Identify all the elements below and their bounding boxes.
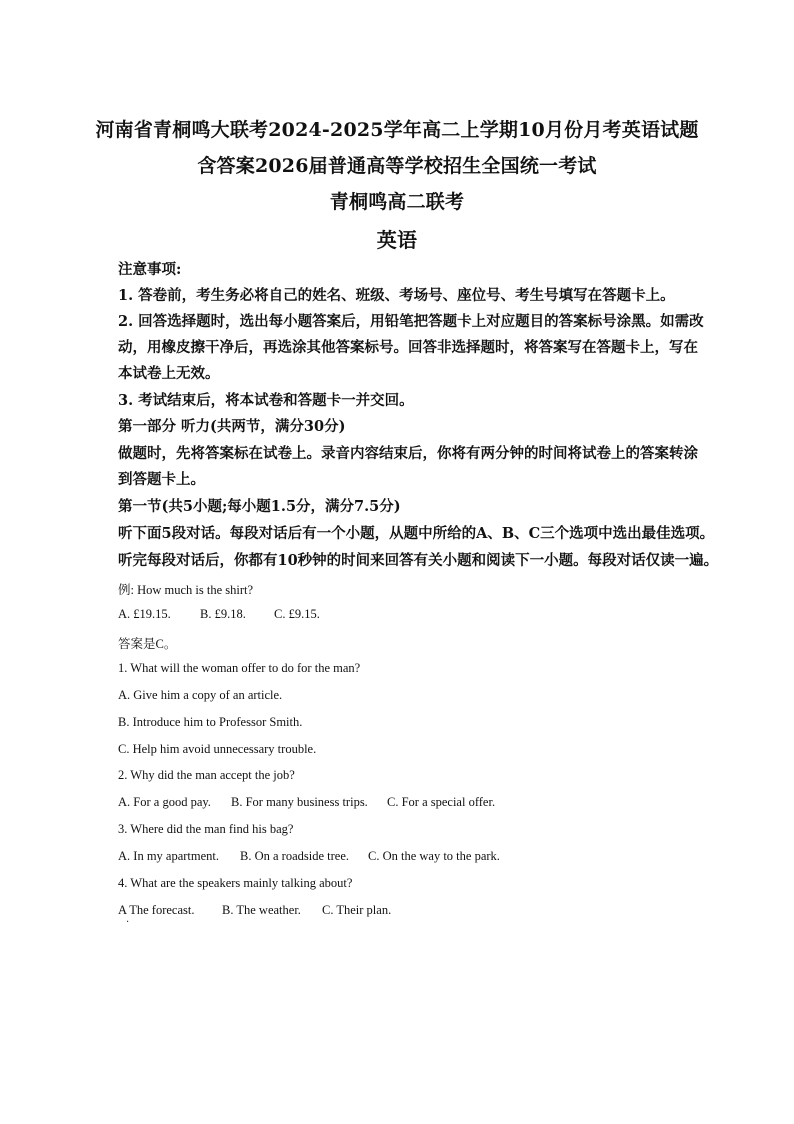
- question-4-option-c: C. Their plan.: [322, 903, 392, 917]
- question-2-option-b: B. For many business trips.: [231, 795, 368, 809]
- notes-item-2-line-1: 2. 回答选择题时，选出每小题答案后，用铅笔把答题卡上对应题目的答案标号涂黑。如需改: [118, 313, 704, 330]
- example-option-a: A. £19.15.: [118, 607, 171, 621]
- title-line-3: 青桐鸣高二联考: [329, 191, 465, 213]
- part1-heading: 第一部分 听力(共两节，满分30分): [118, 418, 346, 435]
- question-2-stem: 2. Why did the man accept the job?: [118, 768, 295, 782]
- question-3-option-a: A. In my apartment.: [118, 849, 220, 863]
- notes-item-2-line-3: 本试卷上无效。: [118, 365, 220, 382]
- notes-item-3: 3. 考试结束后，将本试卷和答题卡一并交回。: [118, 392, 414, 409]
- example-question: 例: How much is the shirt?: [118, 583, 254, 597]
- example-answer: 答案是C。: [118, 637, 177, 651]
- question-1-stem: 1. What will the woman offer to do for the man?: [118, 661, 361, 675]
- question-2-options: [118, 795, 495, 810]
- question-3-option-b: B. On a roadside tree.: [240, 849, 349, 863]
- section1-instruction-line-2: 听完每段对话后，你都有10秒钟的时间来回答有关小题和阅读下一小题。每段对话仅读一遍。: [118, 552, 719, 569]
- question-1-option-b: B. Introduce him to Professor Smith.: [118, 715, 303, 729]
- question-2-option-a: A. For a good pay.: [118, 795, 211, 809]
- question-2-option-c: C. For a special offer.: [387, 795, 496, 809]
- title-line-2: 含答案2026届普通高等学校招生全国统一考试: [197, 155, 597, 177]
- section1-heading: 第一节(共5小题;每小题1.5分，满分7.5分): [118, 498, 401, 515]
- title-line-1: 河南省青桐鸣大联考2024-2025学年高二上学期10月份月考英语试题: [95, 119, 699, 141]
- question-4-options: [118, 903, 391, 918]
- question-3-stem: 3. Where did the man find his bag?: [118, 822, 294, 836]
- part1-instruction-line-1: 做题时，先将答案标在试卷上。录音内容结束后，你将有两分钟的时间将试卷上的答案转涂: [118, 445, 698, 462]
- stray-dot-mark: .: [126, 914, 130, 925]
- question-3-options: [118, 849, 500, 864]
- question-1-option-c: C. Help him avoid unnecessary trouble.: [118, 742, 317, 756]
- example-options: [118, 607, 320, 622]
- section1-instruction-line-1: 听下面5段对话。每段对话后有一个小题，从题中所给的A、B、C三个选项中选出最佳选项。: [118, 525, 715, 542]
- question-4-option-a: A The forecast.: [118, 903, 195, 917]
- example-option-c: C. £9.15.: [274, 607, 320, 621]
- question-4-stem: 4. What are the speakers mainly talking about?: [118, 876, 353, 890]
- notes-heading: 注意事项:: [118, 261, 182, 278]
- question-3-option-c: C. On the way to the park.: [368, 849, 500, 863]
- question-1-option-a: A. Give him a copy of an article.: [118, 688, 283, 702]
- notes-item-2-line-2: 动，用橡皮擦干净后，再选涂其他答案标号。回答非选择题时，将答案写在答题卡上，写在: [118, 339, 698, 356]
- part1-instruction-line-2: 到答题卡上。: [118, 471, 205, 488]
- example-option-b: B. £9.18.: [200, 607, 246, 621]
- question-4-option-b: B. The weather.: [222, 903, 301, 917]
- notes-item-1: 1. 答卷前，考生务必将自己的姓名、班级、考场号、座位号、考生号填写在答题卡上。: [118, 287, 675, 304]
- subject-title: 英语: [376, 228, 418, 252]
